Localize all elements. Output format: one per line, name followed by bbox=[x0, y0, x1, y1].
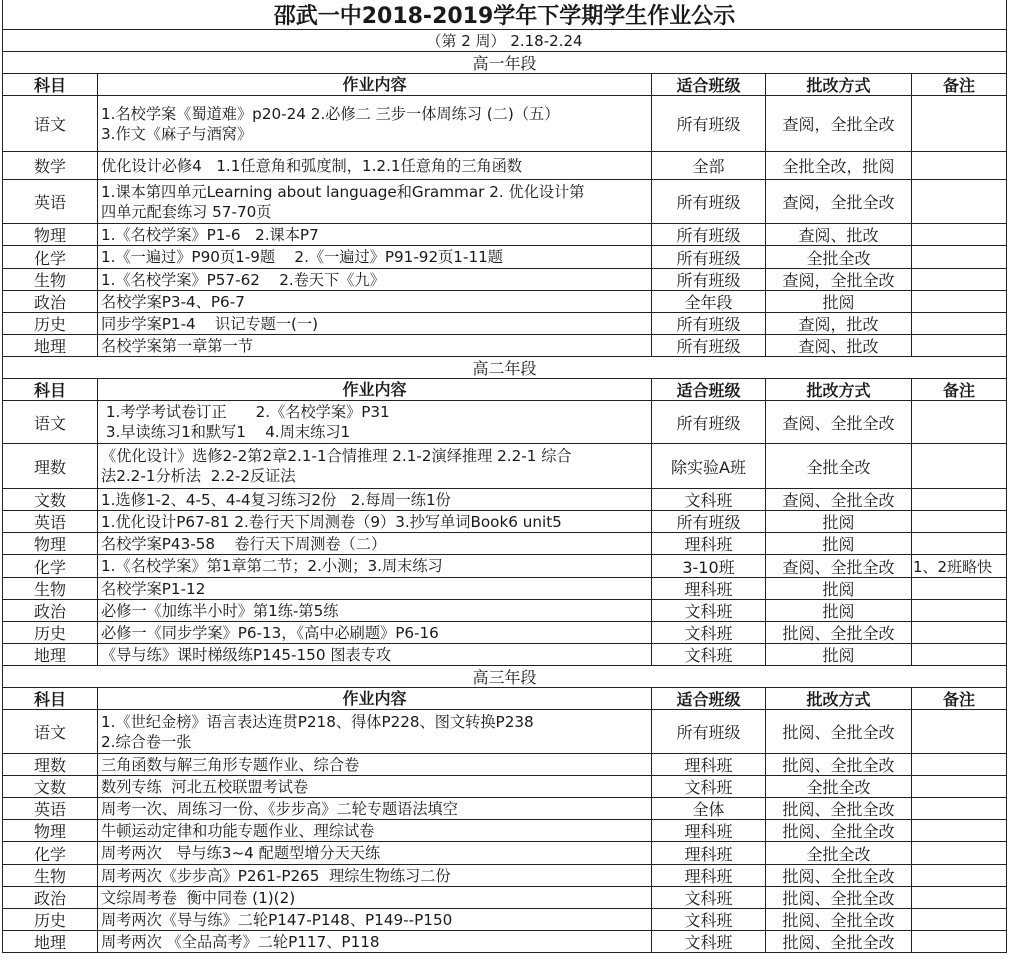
subject-cell: 物理 bbox=[3, 533, 98, 554]
column-header-marking: 批改方式 bbox=[766, 74, 912, 95]
marking-method-cell: 批阅 bbox=[766, 533, 912, 554]
notes-cell bbox=[912, 600, 1006, 621]
notes-cell bbox=[912, 313, 1006, 334]
classes-cell: 文科班 bbox=[652, 644, 766, 665]
classes-cell: 文科班 bbox=[652, 931, 766, 952]
notes-cell bbox=[912, 533, 1006, 554]
table-row bbox=[2, 820, 1007, 842]
content-line: 数列专练 河北五校联盟考试卷 bbox=[101, 777, 309, 796]
notes-cell bbox=[912, 291, 1006, 312]
content-line: 3.早读练习1和默写1 4.周末练习1 bbox=[101, 423, 351, 441]
content-lines bbox=[101, 866, 451, 886]
content-cell bbox=[98, 401, 652, 443]
content-cell bbox=[98, 313, 652, 334]
marking-method-cell: 全批全改 bbox=[766, 444, 912, 488]
marking-method-cell: 查阅、全批全改 bbox=[766, 555, 912, 577]
subject-cell: 物理 bbox=[3, 820, 98, 841]
content-lines bbox=[101, 799, 458, 819]
column-header-notes: 备注 bbox=[942, 76, 975, 95]
classes-cell: 所有班级 bbox=[652, 511, 766, 532]
subject-cell: 地理 bbox=[3, 644, 98, 665]
classes-cell: 所有班级 bbox=[652, 246, 766, 268]
subject-cell: 历史 bbox=[3, 909, 98, 930]
notes-cell bbox=[912, 710, 1006, 753]
subject-cell: 文数 bbox=[3, 776, 98, 797]
column-header-row bbox=[2, 74, 1007, 96]
subject-cell: 生物 bbox=[3, 269, 98, 290]
content-line: 优化设计必修4 1.1任意角和弧度制，1.2.1任意角的三角函数 bbox=[101, 156, 523, 175]
subject-cell: 理数 bbox=[3, 754, 98, 775]
table-row bbox=[2, 291, 1007, 313]
table-row bbox=[2, 622, 1007, 644]
content-lines bbox=[101, 579, 205, 599]
column-header-content: 作业内容 bbox=[98, 688, 652, 709]
classes-cell: 所有班级 bbox=[652, 710, 766, 753]
subject-cell: 化学 bbox=[3, 555, 98, 577]
subject-cell: 英语 bbox=[3, 180, 98, 223]
content-lines bbox=[101, 843, 380, 863]
table-row bbox=[2, 224, 1007, 246]
notes-cell bbox=[912, 842, 1006, 864]
table-row bbox=[2, 489, 1007, 511]
table-row bbox=[2, 152, 1007, 180]
classes-cell: 除实验A班 bbox=[652, 444, 766, 488]
column-header-notes: 备注 bbox=[942, 690, 975, 709]
marking-method-cell: 批阅、全批全改 bbox=[766, 622, 912, 643]
content-cell bbox=[98, 600, 652, 621]
classes-cell: 所有班级 bbox=[652, 269, 766, 290]
content-lines bbox=[101, 292, 245, 312]
table-row bbox=[2, 842, 1007, 865]
grade-section bbox=[2, 357, 1007, 666]
notes-cell bbox=[912, 931, 1006, 952]
notes-cell bbox=[912, 224, 1006, 245]
content-line: 1.名校学案《蜀道难》p20-24 2.必修二 三步一体周练习 (二)（五） bbox=[101, 104, 560, 123]
classes-cell: 所有班级 bbox=[652, 224, 766, 245]
marking-method-cell: 批阅、全批全改 bbox=[766, 909, 912, 930]
table-row bbox=[2, 269, 1007, 291]
content-cell bbox=[98, 842, 652, 864]
table-row bbox=[2, 909, 1007, 931]
subject-cell: 生物 bbox=[3, 578, 98, 599]
grade-name: 高三年段 bbox=[472, 668, 537, 687]
classes-cell: 理科班 bbox=[652, 842, 766, 864]
content-line: 同步学案P1-4 识记专题一(一) bbox=[101, 314, 319, 333]
content-line: 周考一次、周练习一份、《步步高》二轮专题语法填空 bbox=[101, 799, 458, 818]
classes-cell: 理科班 bbox=[652, 754, 766, 775]
marking-method-cell: 查阅，全批全改 bbox=[766, 96, 912, 151]
column-header-notes: 备注 bbox=[942, 381, 975, 400]
content-cell bbox=[98, 710, 652, 753]
content-lines bbox=[101, 534, 386, 554]
classes-cell: 文科班 bbox=[652, 489, 766, 510]
content-cell bbox=[98, 444, 652, 488]
table-row bbox=[2, 180, 1007, 224]
subject-cell: 数学 bbox=[3, 152, 98, 179]
content-line: 1.《一遍过》P90页1-9题 2.《一遍过》P91-92页1-11题 bbox=[101, 248, 503, 266]
content-cell bbox=[98, 152, 652, 179]
column-header-subject: 科目 bbox=[3, 74, 98, 95]
content-cell bbox=[98, 887, 652, 908]
subject-cell: 历史 bbox=[3, 622, 98, 643]
content-cell bbox=[98, 776, 652, 797]
table-row bbox=[2, 887, 1007, 909]
subject-cell: 政治 bbox=[3, 600, 98, 621]
notes-cell bbox=[912, 269, 1006, 290]
table-row bbox=[2, 710, 1007, 754]
classes-cell: 全体 bbox=[652, 798, 766, 819]
marking-method-cell: 全批全改 bbox=[766, 246, 912, 268]
grade-section bbox=[2, 52, 1007, 357]
classes-cell: 全年段 bbox=[652, 291, 766, 312]
content-line: 1.优化设计P67-81 2.卷行天下周测卷（9）3.抄写单词Book6 unit5 bbox=[101, 512, 562, 531]
marking-method-cell: 查阅、全批全改 bbox=[766, 489, 912, 510]
content-cell bbox=[98, 865, 652, 886]
content-lines bbox=[101, 402, 390, 442]
content-cell bbox=[98, 269, 652, 290]
grade-section bbox=[2, 666, 1007, 953]
content-line: 1.考学考试卷订正 2.《名校学案》P31 bbox=[101, 403, 390, 421]
column-header-subject: 科目 bbox=[3, 379, 98, 400]
classes-cell: 文科班 bbox=[652, 776, 766, 797]
table-row bbox=[2, 96, 1007, 152]
subject-cell: 化学 bbox=[3, 246, 98, 268]
content-cell bbox=[98, 578, 652, 599]
column-header-subject: 科目 bbox=[3, 688, 98, 709]
content-line: 《导与练》课时梯级练P145-150 图表专攻 bbox=[101, 645, 392, 664]
content-line: 名校学案P3-4、P6-7 bbox=[101, 292, 245, 311]
content-lines bbox=[101, 314, 318, 334]
content-lines bbox=[101, 645, 391, 665]
content-line: 周考两次 导与练3~4 配题型增分天天练 bbox=[101, 844, 381, 862]
table-row bbox=[2, 246, 1007, 269]
marking-method-cell: 查阅、全批全改 bbox=[766, 401, 912, 443]
column-header-content: 作业内容 bbox=[98, 379, 652, 400]
content-line: 文综周考卷 衡中同卷 (1)(2) bbox=[101, 888, 296, 907]
content-lines bbox=[101, 601, 338, 621]
notes-cell bbox=[912, 578, 1006, 599]
marking-method-cell: 全批全改 bbox=[766, 776, 912, 797]
content-lines bbox=[101, 910, 452, 930]
marking-method-cell: 批阅 bbox=[766, 578, 912, 599]
grade-heading bbox=[2, 666, 1007, 688]
classes-cell: 理科班 bbox=[652, 865, 766, 886]
content-cell bbox=[98, 820, 652, 841]
marking-method-cell: 批阅 bbox=[766, 511, 912, 532]
document-title bbox=[2, 0, 1007, 30]
table-row bbox=[2, 776, 1007, 798]
notes-cell bbox=[912, 820, 1006, 841]
column-header-row bbox=[2, 688, 1007, 710]
content-cell bbox=[98, 180, 652, 223]
marking-method-cell: 批阅 bbox=[766, 600, 912, 621]
content-cell bbox=[98, 555, 652, 577]
subject-cell: 地理 bbox=[3, 335, 98, 356]
subject-cell: 生物 bbox=[3, 865, 98, 886]
marking-method-cell: 批阅、全批全改 bbox=[766, 931, 912, 952]
marking-method-cell: 批阅、全批全改 bbox=[766, 865, 912, 886]
content-lines bbox=[101, 156, 522, 176]
content-line: 1.《名校学案》P1-6 2.课本P7 bbox=[101, 225, 319, 244]
marking-method-cell: 批阅、全批全改 bbox=[766, 887, 912, 908]
column-header-marking: 批改方式 bbox=[766, 379, 912, 400]
content-lines bbox=[101, 446, 572, 486]
subject-cell: 理数 bbox=[3, 444, 98, 488]
column-header-classes: 适合班级 bbox=[652, 74, 766, 95]
table-row bbox=[2, 555, 1007, 578]
content-cell bbox=[98, 246, 652, 268]
table-row bbox=[2, 865, 1007, 887]
content-line: 《优化设计》选修2-2第2章2.1-1合情推理 2.1-2演绎推理 2.2-1 综合 bbox=[101, 447, 572, 465]
grades-container bbox=[2, 52, 1007, 953]
content-cell bbox=[98, 622, 652, 643]
classes-cell: 所有班级 bbox=[652, 96, 766, 151]
content-cell bbox=[98, 754, 652, 775]
classes-cell: 3-10班 bbox=[652, 555, 766, 577]
marking-method-cell: 全批全改 bbox=[766, 842, 912, 864]
classes-cell: 文科班 bbox=[652, 622, 766, 643]
notes-cell bbox=[912, 489, 1006, 510]
subject-cell: 文数 bbox=[3, 489, 98, 510]
content-lines bbox=[101, 104, 559, 144]
homework-table bbox=[2, 0, 1007, 953]
table-row bbox=[2, 600, 1007, 622]
content-cell bbox=[98, 909, 652, 930]
content-line: 周考两次《导与练》二轮P147-P148、P149--P150 bbox=[101, 910, 453, 929]
classes-cell: 所有班级 bbox=[652, 335, 766, 356]
content-cell bbox=[98, 489, 652, 510]
subject-cell: 地理 bbox=[3, 931, 98, 952]
content-lines bbox=[101, 932, 380, 952]
grade-name: 高二年段 bbox=[472, 359, 537, 378]
content-line: 必修一《同步学案》P6-13，《高中必刷题》P6-16 bbox=[101, 623, 439, 642]
content-cell bbox=[98, 533, 652, 554]
column-header-classes: 适合班级 bbox=[652, 379, 766, 400]
grade-heading bbox=[2, 52, 1007, 74]
table-row bbox=[2, 511, 1007, 533]
classes-cell: 理科班 bbox=[652, 820, 766, 841]
marking-method-cell: 查阅、批改 bbox=[766, 335, 912, 356]
notes-cell bbox=[912, 152, 1006, 179]
content-lines bbox=[101, 336, 253, 356]
content-lines bbox=[101, 712, 534, 752]
content-cell bbox=[98, 511, 652, 532]
content-line: 周考两次 《全品高考》二轮P117、P118 bbox=[101, 932, 380, 951]
content-cell bbox=[98, 335, 652, 356]
classes-cell: 文科班 bbox=[652, 887, 766, 908]
subject-cell: 历史 bbox=[3, 313, 98, 334]
content-line: 名校学案第一章第一节 bbox=[101, 336, 253, 355]
content-cell bbox=[98, 644, 652, 665]
content-line: 周考两次《步步高》P261-P265 理综生物练习二份 bbox=[101, 866, 451, 885]
classes-cell: 所有班级 bbox=[652, 401, 766, 443]
subject-cell: 英语 bbox=[3, 798, 98, 819]
subject-cell: 政治 bbox=[3, 887, 98, 908]
marking-method-cell: 批阅 bbox=[766, 644, 912, 665]
document-title-text: 邵武一中2018-2019学年下学期学生作业公示 bbox=[273, 4, 736, 29]
classes-cell: 理科班 bbox=[652, 533, 766, 554]
content-line: 名校学案P1-12 bbox=[101, 579, 206, 598]
notes-cell bbox=[912, 511, 1006, 532]
content-line: 3.作文《麻子与酒窝》 bbox=[101, 124, 253, 143]
table-row bbox=[2, 401, 1007, 444]
classes-cell: 文科班 bbox=[652, 600, 766, 621]
content-line: 四单元配套练习 57-70页 bbox=[101, 202, 272, 221]
subject-cell: 化学 bbox=[3, 842, 98, 864]
subject-cell: 语文 bbox=[3, 710, 98, 753]
notes-cell: 1、2班略快 bbox=[913, 557, 993, 576]
table-row bbox=[2, 578, 1007, 600]
content-line: 必修一《加练半小时》第1练-第5练 bbox=[101, 601, 339, 620]
content-lines bbox=[101, 270, 385, 290]
content-lines bbox=[101, 247, 503, 267]
table-row bbox=[2, 444, 1007, 489]
content-cell bbox=[98, 224, 652, 245]
content-lines bbox=[101, 512, 562, 532]
table-row bbox=[2, 335, 1007, 357]
marking-method-cell: 查阅，全批全改 bbox=[766, 269, 912, 290]
content-lines bbox=[101, 556, 443, 576]
subject-cell: 语文 bbox=[3, 96, 98, 151]
content-line: 1.课本第四单元Learning about language和Grammar 2. 优化设计第 bbox=[101, 182, 585, 201]
notes-cell bbox=[912, 909, 1006, 930]
marking-method-cell: 批阅、全批全改 bbox=[766, 710, 912, 753]
classes-cell: 所有班级 bbox=[652, 180, 766, 223]
table-row bbox=[2, 533, 1007, 555]
grade-name: 高一年段 bbox=[472, 54, 537, 73]
marking-method-cell: 批阅、全批全改 bbox=[766, 754, 912, 775]
content-line: 1.《名校学案》第1章第二节；2.小测；3.周末练习 bbox=[101, 557, 443, 575]
subject-cell: 英语 bbox=[3, 511, 98, 532]
content-cell bbox=[98, 798, 652, 819]
marking-method-cell: 查阅、批改 bbox=[766, 224, 912, 245]
classes-cell: 理科班 bbox=[652, 578, 766, 599]
column-header-marking: 批改方式 bbox=[766, 688, 912, 709]
table-row bbox=[2, 798, 1007, 820]
content-lines bbox=[101, 888, 295, 908]
notes-cell bbox=[912, 96, 1006, 151]
content-lines bbox=[101, 821, 374, 841]
content-lines bbox=[101, 755, 359, 775]
notes-cell bbox=[912, 644, 1006, 665]
content-line: 名校学案P43-58 卷行天下周测卷（二） bbox=[101, 534, 387, 553]
content-line: 1.《世纪金榜》语言表达连贯P218、得体P228、图文转换P238 bbox=[101, 712, 534, 731]
content-lines bbox=[101, 623, 439, 643]
notes-cell bbox=[912, 622, 1006, 643]
content-line: 三角函数与解三角形专题作业、综合卷 bbox=[101, 755, 360, 774]
content-cell bbox=[98, 96, 652, 151]
notes-cell bbox=[912, 865, 1006, 886]
subject-cell: 政治 bbox=[3, 291, 98, 312]
classes-cell: 全部 bbox=[652, 152, 766, 179]
content-lines bbox=[101, 777, 308, 797]
classes-cell: 文科班 bbox=[652, 909, 766, 930]
content-line: 2.综合卷一张 bbox=[101, 732, 192, 751]
notes-cell bbox=[912, 887, 1006, 908]
table-row bbox=[2, 644, 1007, 666]
document-subtitle bbox=[2, 30, 1007, 52]
subject-cell: 语文 bbox=[3, 401, 98, 443]
marking-method-cell: 全批全改，批阅 bbox=[766, 152, 912, 179]
content-cell bbox=[98, 931, 652, 952]
content-line: 1.选修1-2、4-5、4-4复习练习2份 2.每周一练1份 bbox=[101, 490, 451, 509]
notes-cell bbox=[912, 776, 1006, 797]
marking-method-cell: 批阅 bbox=[766, 291, 912, 312]
subject-cell: 物理 bbox=[3, 224, 98, 245]
notes-cell bbox=[912, 246, 1006, 268]
marking-method-cell: 查阅，全批全改 bbox=[766, 180, 912, 223]
notes-cell bbox=[912, 444, 1006, 488]
content-line: 1.《名校学案》P57-62 2.卷天下《九》 bbox=[101, 270, 385, 289]
content-lines bbox=[101, 490, 451, 510]
notes-cell bbox=[912, 180, 1006, 223]
marking-method-cell: 批阅、全批全改 bbox=[766, 798, 912, 819]
column-header-row bbox=[2, 379, 1007, 401]
content-lines bbox=[101, 182, 584, 222]
column-header-content: 作业内容 bbox=[98, 74, 652, 95]
classes-cell: 所有班级 bbox=[652, 313, 766, 334]
notes-cell bbox=[912, 798, 1006, 819]
table-row bbox=[2, 754, 1007, 776]
table-row bbox=[2, 931, 1007, 953]
grade-heading bbox=[2, 357, 1007, 379]
content-line: 牛顿运动定律和功能专题作业、理综试卷 bbox=[101, 821, 375, 840]
marking-method-cell: 批阅、全批全改 bbox=[766, 820, 912, 841]
column-header-classes: 适合班级 bbox=[652, 688, 766, 709]
notes-cell bbox=[912, 754, 1006, 775]
content-lines bbox=[101, 225, 319, 245]
content-cell bbox=[98, 291, 652, 312]
notes-cell bbox=[912, 401, 1006, 443]
marking-method-cell: 查阅，批改 bbox=[766, 313, 912, 334]
content-line: 法2.2-1分析法 2.2-2反证法 bbox=[101, 467, 296, 485]
notes-cell bbox=[912, 335, 1006, 356]
table-row bbox=[2, 313, 1007, 335]
week-range-text: （第 2 周） 2.18-2.24 bbox=[426, 32, 583, 50]
